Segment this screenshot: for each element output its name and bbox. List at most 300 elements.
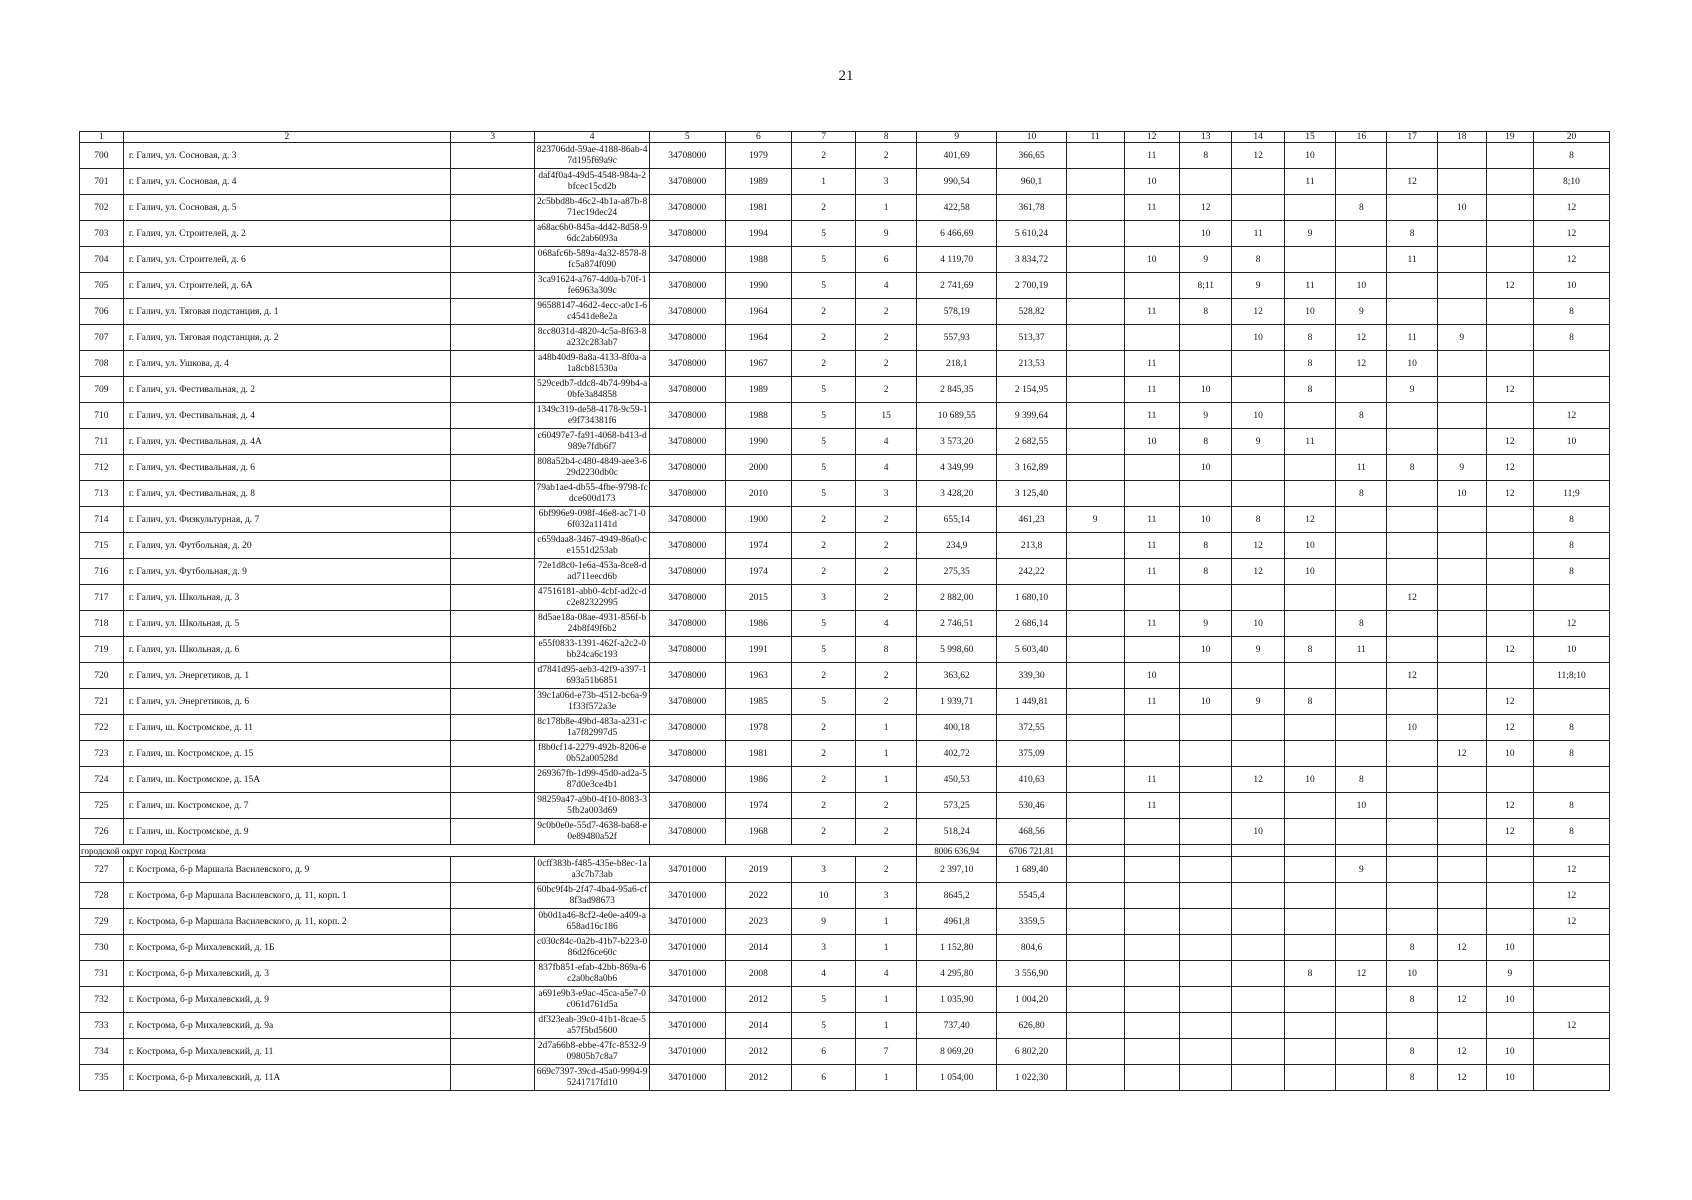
oktmo-cell: 34708000 xyxy=(649,377,725,403)
col-c20-cell xyxy=(1533,455,1609,481)
col-c12-cell xyxy=(1124,741,1180,767)
col-c3-cell xyxy=(450,857,534,883)
col-c11-cell xyxy=(1066,1039,1124,1065)
oktmo-cell: 34708000 xyxy=(649,559,725,585)
address-cell: г. Галич, ул. Фестивальная, д. 4 xyxy=(123,403,450,429)
col-c18-cell xyxy=(1437,689,1486,715)
col-c14-cell xyxy=(1232,715,1284,741)
group-total-area: 8006 636,94 xyxy=(917,845,997,857)
col-c16-cell: 10 xyxy=(1336,793,1387,819)
fias-guid-cell: daf4f0a4-49d5-4548-984a-2bfcec15cd2b xyxy=(535,169,649,195)
col-c13-cell xyxy=(1180,585,1232,611)
col-c18-cell xyxy=(1437,637,1486,663)
table-row xyxy=(80,195,1610,221)
group-empty-cell xyxy=(1284,845,1335,857)
address-cell: г. Галич, ул. Тяговая подстанция, д. 2 xyxy=(123,325,450,351)
col-c18-cell xyxy=(1437,143,1486,169)
year-cell: 1974 xyxy=(725,793,791,819)
row-number-cell: 702 xyxy=(80,195,124,221)
col-c19-cell: 10 xyxy=(1486,1039,1533,1065)
col-c14-cell: 12 xyxy=(1232,299,1284,325)
fias-guid-cell: 6bf996e9-098f-46e8-ac71-06f032a1141d xyxy=(535,507,649,533)
address-cell: г. Кострома, б-р Маршала Василевского, д. 9 xyxy=(123,857,450,883)
col-c14-cell xyxy=(1232,455,1284,481)
year-cell: 2010 xyxy=(725,481,791,507)
col-c17-cell xyxy=(1387,689,1437,715)
col-c3-cell xyxy=(450,351,534,377)
col-c19-cell xyxy=(1486,143,1533,169)
column-number: 11 xyxy=(1066,132,1124,143)
col-c15-cell: 8 xyxy=(1284,689,1335,715)
col-c20-cell: 8 xyxy=(1533,741,1609,767)
oktmo-cell: 34708000 xyxy=(649,481,725,507)
col-c15-cell xyxy=(1284,987,1335,1013)
col-c3-cell xyxy=(450,481,534,507)
col-c18-cell xyxy=(1437,715,1486,741)
group-total-living-area: 6706 721,81 xyxy=(997,845,1066,857)
col-c3-cell xyxy=(450,741,534,767)
col-c17-cell: 8 xyxy=(1387,935,1437,961)
col-c17-cell xyxy=(1387,741,1437,767)
col-c13-cell xyxy=(1180,793,1232,819)
col-c9-cell: 234,9 xyxy=(917,533,997,559)
col-c8-cell: 2 xyxy=(856,663,917,689)
col-c14-cell: 9 xyxy=(1232,637,1284,663)
col-c20-cell: 8 xyxy=(1533,715,1609,741)
col-c12-cell xyxy=(1124,455,1180,481)
col-c15-cell xyxy=(1284,1039,1335,1065)
col-c15-cell xyxy=(1284,455,1335,481)
col-c20-cell: 8;10 xyxy=(1533,169,1609,195)
col-c19-cell xyxy=(1486,169,1533,195)
col-c17-cell: 8 xyxy=(1387,221,1437,247)
col-c15-cell xyxy=(1284,819,1335,845)
address-cell: г. Кострома, б-р Михалевский, д. 9а xyxy=(123,1013,450,1039)
col-c20-cell xyxy=(1533,351,1609,377)
col-c20-cell xyxy=(1533,1039,1609,1065)
address-cell: г. Галич, ул. Строителей, д. 6 xyxy=(123,247,450,273)
col-c20-cell: 8 xyxy=(1533,507,1609,533)
table-row xyxy=(80,585,1610,611)
table-row xyxy=(80,403,1610,429)
col-c13-cell xyxy=(1180,909,1232,935)
column-number: 1 xyxy=(80,132,124,143)
row-number-cell: 706 xyxy=(80,299,124,325)
oktmo-cell: 34708000 xyxy=(649,403,725,429)
oktmo-cell: 34708000 xyxy=(649,663,725,689)
col-c3-cell xyxy=(450,325,534,351)
address-cell: г. Галич, ул. Энергетиков, д. 6 xyxy=(123,689,450,715)
col-c19-cell: 12 xyxy=(1486,715,1533,741)
table-row xyxy=(80,143,1610,169)
col-c10-cell: 1 449,81 xyxy=(997,689,1066,715)
col-c12-cell: 10 xyxy=(1124,247,1180,273)
col-c10-cell: 5 610,24 xyxy=(997,221,1066,247)
fias-guid-cell: 837fb851-efab-42bb-869a-6c2a0bc8a0b6 xyxy=(535,961,649,987)
col-c11-cell xyxy=(1066,1013,1124,1039)
col-c9-cell: 557,93 xyxy=(917,325,997,351)
col-c19-cell xyxy=(1486,221,1533,247)
col-c17-cell: 11 xyxy=(1387,325,1437,351)
col-c9-cell: 573,25 xyxy=(917,793,997,819)
col-c17-cell xyxy=(1387,299,1437,325)
col-c8-cell: 2 xyxy=(856,299,917,325)
oktmo-cell: 34708000 xyxy=(649,455,725,481)
address-cell: г. Галич, ул. Строителей, д. 6А xyxy=(123,273,450,299)
col-c7-cell: 6 xyxy=(792,1065,856,1091)
group-empty-cell xyxy=(1336,845,1387,857)
col-c8-cell: 1 xyxy=(856,935,917,961)
col-c20-cell xyxy=(1533,961,1609,987)
year-cell: 1979 xyxy=(725,143,791,169)
col-c3-cell xyxy=(450,663,534,689)
col-c20-cell: 12 xyxy=(1533,403,1609,429)
oktmo-cell: 34708000 xyxy=(649,767,725,793)
year-cell: 1974 xyxy=(725,533,791,559)
col-c18-cell xyxy=(1437,793,1486,819)
col-c15-cell xyxy=(1284,883,1335,909)
col-c14-cell xyxy=(1232,663,1284,689)
group-empty-cell xyxy=(1066,845,1124,857)
col-c11-cell xyxy=(1066,637,1124,663)
row-number-cell: 716 xyxy=(80,559,124,585)
col-c20-cell xyxy=(1533,767,1609,793)
oktmo-cell: 34708000 xyxy=(649,221,725,247)
col-c9-cell: 2 882,00 xyxy=(917,585,997,611)
col-c17-cell xyxy=(1387,767,1437,793)
col-c9-cell: 2 746,51 xyxy=(917,611,997,637)
col-c19-cell xyxy=(1486,883,1533,909)
column-number: 8 xyxy=(856,132,917,143)
col-c13-cell: 10 xyxy=(1180,455,1232,481)
col-c8-cell: 9 xyxy=(856,221,917,247)
col-c16-cell xyxy=(1336,1039,1387,1065)
col-c18-cell xyxy=(1437,857,1486,883)
col-c11-cell xyxy=(1066,793,1124,819)
col-c19-cell xyxy=(1486,1013,1533,1039)
col-c7-cell: 5 xyxy=(792,403,856,429)
col-c10-cell: 530,46 xyxy=(997,793,1066,819)
col-c14-cell xyxy=(1232,1065,1284,1091)
col-c15-cell: 10 xyxy=(1284,299,1335,325)
address-cell: г. Галич, ул. Школьная, д. 5 xyxy=(123,611,450,637)
col-c20-cell: 8 xyxy=(1533,559,1609,585)
col-c16-cell xyxy=(1336,143,1387,169)
col-c16-cell: 8 xyxy=(1336,767,1387,793)
col-c9-cell: 422,58 xyxy=(917,195,997,221)
oktmo-cell: 34701000 xyxy=(649,961,725,987)
fias-guid-cell: 068afc6b-589a-4a32-8578-8fc5a874f090 xyxy=(535,247,649,273)
register-table-wrapper xyxy=(79,131,1610,1091)
col-c10-cell: 468,56 xyxy=(997,819,1066,845)
row-number-cell: 724 xyxy=(80,767,124,793)
oktmo-cell: 34708000 xyxy=(649,793,725,819)
col-c15-cell: 8 xyxy=(1284,961,1335,987)
fias-guid-cell: 0b0d1a46-8cf2-4e0e-a409-a658ad16c186 xyxy=(535,909,649,935)
col-c3-cell xyxy=(450,909,534,935)
column-number: 5 xyxy=(649,132,725,143)
col-c16-cell xyxy=(1336,533,1387,559)
col-c14-cell xyxy=(1232,987,1284,1013)
col-c18-cell: 9 xyxy=(1437,455,1486,481)
col-c13-cell xyxy=(1180,741,1232,767)
col-c16-cell xyxy=(1336,507,1387,533)
oktmo-cell: 34708000 xyxy=(649,741,725,767)
col-c3-cell xyxy=(450,1039,534,1065)
col-c16-cell: 8 xyxy=(1336,611,1387,637)
col-c8-cell: 1 xyxy=(856,909,917,935)
table-row xyxy=(80,961,1610,987)
col-c9-cell: 5 998,60 xyxy=(917,637,997,663)
col-c10-cell: 528,82 xyxy=(997,299,1066,325)
col-c14-cell: 9 xyxy=(1232,429,1284,455)
col-c18-cell xyxy=(1437,767,1486,793)
col-c17-cell xyxy=(1387,857,1437,883)
col-c7-cell: 6 xyxy=(792,1039,856,1065)
col-c18-cell: 12 xyxy=(1437,741,1486,767)
col-c7-cell: 2 xyxy=(792,143,856,169)
col-c8-cell: 2 xyxy=(856,793,917,819)
col-c8-cell: 2 xyxy=(856,857,917,883)
col-c13-cell: 9 xyxy=(1180,403,1232,429)
year-cell: 1986 xyxy=(725,767,791,793)
col-c11-cell xyxy=(1066,169,1124,195)
col-c13-cell: 12 xyxy=(1180,195,1232,221)
year-cell: 1994 xyxy=(725,221,791,247)
column-number: 15 xyxy=(1284,132,1335,143)
row-number-cell: 734 xyxy=(80,1039,124,1065)
col-c7-cell: 2 xyxy=(792,767,856,793)
row-number-cell: 729 xyxy=(80,909,124,935)
col-c15-cell: 9 xyxy=(1284,221,1335,247)
col-c18-cell xyxy=(1437,221,1486,247)
col-c14-cell xyxy=(1232,481,1284,507)
year-cell: 1981 xyxy=(725,741,791,767)
address-cell: г. Кострома, б-р Михалевский, д. 11А xyxy=(123,1065,450,1091)
col-c8-cell: 2 xyxy=(856,351,917,377)
col-c15-cell xyxy=(1284,793,1335,819)
year-cell: 2014 xyxy=(725,935,791,961)
table-row xyxy=(80,169,1610,195)
col-c10-cell: 626,80 xyxy=(997,1013,1066,1039)
col-c9-cell: 4 349,99 xyxy=(917,455,997,481)
row-number-cell: 726 xyxy=(80,819,124,845)
col-c9-cell: 518,24 xyxy=(917,819,997,845)
col-c11-cell xyxy=(1066,883,1124,909)
col-c15-cell xyxy=(1284,195,1335,221)
col-c16-cell xyxy=(1336,883,1387,909)
year-cell: 2008 xyxy=(725,961,791,987)
address-cell: г. Галич, ш. Костромское, д. 11 xyxy=(123,715,450,741)
col-c17-cell: 10 xyxy=(1387,715,1437,741)
col-c9-cell: 2 845,35 xyxy=(917,377,997,403)
col-c19-cell: 10 xyxy=(1486,987,1533,1013)
row-number-cell: 725 xyxy=(80,793,124,819)
fias-guid-cell: 808a52b4-c480-4849-aee3-629d2230db0c xyxy=(535,455,649,481)
col-c11-cell xyxy=(1066,585,1124,611)
col-c20-cell xyxy=(1533,377,1609,403)
column-number: 13 xyxy=(1180,132,1232,143)
year-cell: 1967 xyxy=(725,351,791,377)
table-row xyxy=(80,637,1610,663)
col-c8-cell: 2 xyxy=(856,585,917,611)
col-c8-cell: 1 xyxy=(856,195,917,221)
col-c18-cell xyxy=(1437,351,1486,377)
col-c10-cell: 2 700,19 xyxy=(997,273,1066,299)
oktmo-cell: 34701000 xyxy=(649,987,725,1013)
column-number: 10 xyxy=(997,132,1066,143)
oktmo-cell: 34708000 xyxy=(649,169,725,195)
col-c10-cell: 375,09 xyxy=(997,741,1066,767)
col-c17-cell xyxy=(1387,611,1437,637)
col-c19-cell xyxy=(1486,663,1533,689)
col-c9-cell: 2 397,10 xyxy=(917,857,997,883)
col-c7-cell: 2 xyxy=(792,663,856,689)
row-number-cell: 707 xyxy=(80,325,124,351)
col-c16-cell xyxy=(1336,987,1387,1013)
col-c7-cell: 2 xyxy=(792,533,856,559)
col-c14-cell xyxy=(1232,961,1284,987)
col-c16-cell xyxy=(1336,559,1387,585)
col-c20-cell: 8 xyxy=(1533,299,1609,325)
table-row xyxy=(80,325,1610,351)
table-row xyxy=(80,377,1610,403)
col-c9-cell: 275,35 xyxy=(917,559,997,585)
fias-guid-cell: a48b40d9-8a8a-4133-8f0a-a1a8cb81530a xyxy=(535,351,649,377)
col-c8-cell: 1 xyxy=(856,987,917,1013)
col-c17-cell xyxy=(1387,883,1437,909)
oktmo-cell: 34701000 xyxy=(649,1039,725,1065)
address-cell: г. Кострома, б-р Михалевский, д. 3 xyxy=(123,961,450,987)
col-c15-cell: 8 xyxy=(1284,351,1335,377)
col-c17-cell: 8 xyxy=(1387,455,1437,481)
column-number: 2 xyxy=(123,132,450,143)
col-c12-cell xyxy=(1124,935,1180,961)
col-c8-cell: 2 xyxy=(856,559,917,585)
col-c12-cell xyxy=(1124,325,1180,351)
col-c19-cell: 12 xyxy=(1486,481,1533,507)
col-c19-cell: 12 xyxy=(1486,455,1533,481)
col-c10-cell: 410,63 xyxy=(997,767,1066,793)
col-c3-cell xyxy=(450,585,534,611)
col-c19-cell xyxy=(1486,909,1533,935)
oktmo-cell: 34708000 xyxy=(649,247,725,273)
col-c17-cell xyxy=(1387,533,1437,559)
col-c18-cell xyxy=(1437,1013,1486,1039)
address-cell: г. Галич, ул. Сосновая, д. 4 xyxy=(123,169,450,195)
address-cell: г. Галич, ул. Сосновая, д. 3 xyxy=(123,143,450,169)
col-c14-cell xyxy=(1232,935,1284,961)
col-c3-cell xyxy=(450,987,534,1013)
col-c20-cell xyxy=(1533,987,1609,1013)
group-row xyxy=(80,845,1610,857)
col-c16-cell: 12 xyxy=(1336,325,1387,351)
row-number-cell: 733 xyxy=(80,1013,124,1039)
col-c17-cell xyxy=(1387,273,1437,299)
col-c10-cell: 513,37 xyxy=(997,325,1066,351)
col-c13-cell xyxy=(1180,857,1232,883)
col-c17-cell: 10 xyxy=(1387,961,1437,987)
col-c19-cell xyxy=(1486,299,1533,325)
col-c14-cell xyxy=(1232,1013,1284,1039)
register-table xyxy=(79,131,1610,1091)
year-cell: 1968 xyxy=(725,819,791,845)
col-c18-cell xyxy=(1437,507,1486,533)
address-cell: г. Галич, ул. Школьная, д. 6 xyxy=(123,637,450,663)
col-c11-cell xyxy=(1066,715,1124,741)
oktmo-cell: 34701000 xyxy=(649,909,725,935)
col-c7-cell: 2 xyxy=(792,715,856,741)
col-c7-cell: 2 xyxy=(792,793,856,819)
col-c10-cell: 1 022,30 xyxy=(997,1065,1066,1091)
year-cell: 1978 xyxy=(725,715,791,741)
oktmo-cell: 34708000 xyxy=(649,611,725,637)
col-c8-cell: 1 xyxy=(856,767,917,793)
col-c17-cell: 10 xyxy=(1387,351,1437,377)
col-c14-cell: 10 xyxy=(1232,611,1284,637)
col-c7-cell: 5 xyxy=(792,221,856,247)
col-c17-cell xyxy=(1387,819,1437,845)
col-c3-cell xyxy=(450,403,534,429)
col-c18-cell xyxy=(1437,883,1486,909)
column-number: 7 xyxy=(792,132,856,143)
col-c11-cell xyxy=(1066,273,1124,299)
oktmo-cell: 34708000 xyxy=(649,351,725,377)
col-c17-cell xyxy=(1387,195,1437,221)
address-cell: г. Галич, ул. Фестивальная, д. 8 xyxy=(123,481,450,507)
table-row xyxy=(80,1065,1610,1091)
col-c7-cell: 2 xyxy=(792,195,856,221)
col-c19-cell xyxy=(1486,857,1533,883)
fias-guid-cell: a68ac6b0-845a-4d42-8d58-96dc2ab6093a xyxy=(535,221,649,247)
oktmo-cell: 34708000 xyxy=(649,585,725,611)
col-c8-cell: 3 xyxy=(856,481,917,507)
oktmo-cell: 34708000 xyxy=(649,143,725,169)
col-c3-cell xyxy=(450,715,534,741)
fias-guid-cell: 47516181-abb0-4cbf-ad2c-dc2e82322995 xyxy=(535,585,649,611)
table-row xyxy=(80,883,1610,909)
col-c16-cell xyxy=(1336,1013,1387,1039)
col-c15-cell xyxy=(1284,247,1335,273)
col-c7-cell: 3 xyxy=(792,857,856,883)
col-c14-cell: 9 xyxy=(1232,273,1284,299)
col-c3-cell xyxy=(450,559,534,585)
col-c10-cell: 2 686,14 xyxy=(997,611,1066,637)
col-c8-cell: 8 xyxy=(856,637,917,663)
year-cell: 2012 xyxy=(725,1065,791,1091)
col-c12-cell xyxy=(1124,585,1180,611)
col-c20-cell: 8 xyxy=(1533,143,1609,169)
col-c15-cell: 10 xyxy=(1284,143,1335,169)
col-c10-cell: 1 004,20 xyxy=(997,987,1066,1013)
col-c13-cell xyxy=(1180,961,1232,987)
col-c18-cell xyxy=(1437,663,1486,689)
address-cell: г. Галич, ул. Ушкова, д. 4 xyxy=(123,351,450,377)
col-c9-cell: 450,53 xyxy=(917,767,997,793)
year-cell: 1990 xyxy=(725,429,791,455)
col-c7-cell: 5 xyxy=(792,637,856,663)
col-c20-cell: 8 xyxy=(1533,533,1609,559)
col-c20-cell: 10 xyxy=(1533,273,1609,299)
col-c14-cell xyxy=(1232,909,1284,935)
col-c18-cell xyxy=(1437,429,1486,455)
col-c17-cell xyxy=(1387,559,1437,585)
col-c15-cell: 10 xyxy=(1284,767,1335,793)
col-c15-cell: 8 xyxy=(1284,377,1335,403)
col-c3-cell xyxy=(450,507,534,533)
col-c20-cell: 8 xyxy=(1533,819,1609,845)
col-c17-cell: 11 xyxy=(1387,247,1437,273)
